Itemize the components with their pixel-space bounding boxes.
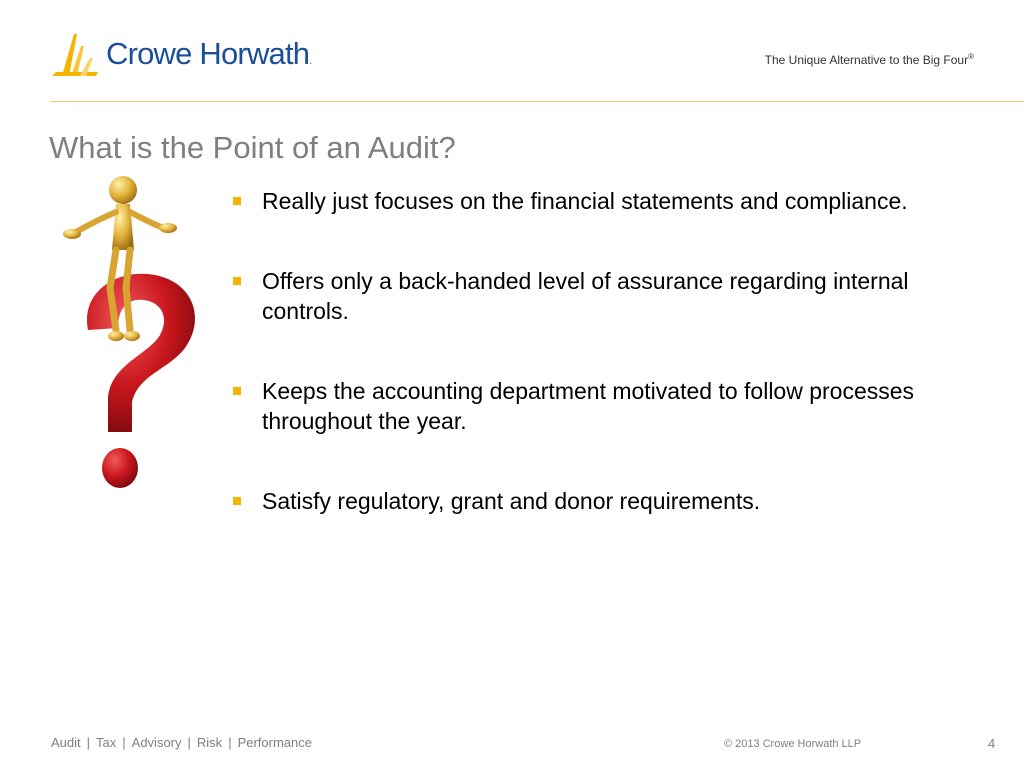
bullet-item: Offers only a back-handed level of assurance regarding internal controls. [230, 266, 1000, 326]
gold-chevron-logo-icon [50, 32, 102, 78]
footer-item-advisory: Advisory [131, 735, 182, 750]
square-bullet-icon [233, 497, 241, 505]
bullet-item: Really just focuses on the financial statements and compliance. [230, 186, 1000, 216]
footer-item-tax: Tax [96, 735, 117, 750]
bullet-item: Satisfy regulatory, grant and donor requirements. [230, 486, 1000, 516]
page-number: 4 [988, 736, 996, 751]
footer-item-audit: Audit [51, 735, 81, 750]
footer-item-risk: Risk [196, 735, 223, 750]
copyright-notice: © 2013 Crowe Horwath LLP [724, 738, 862, 750]
bullet-item: Keeps the accounting department motivated to follow processes throughout the year. [230, 376, 1000, 436]
square-bullet-icon [233, 277, 241, 285]
footer-item-performance: Performance [237, 735, 312, 750]
figure-on-question-mark-illustration [60, 170, 210, 500]
header-divider [50, 101, 1024, 102]
bullet-list [230, 186, 1000, 516]
logo-wordmark: Crowe Horwath. [106, 36, 312, 71]
square-bullet-icon [233, 197, 241, 205]
footer-service-lines: Audit | Tax | Advisory | Risk | Performance [51, 735, 312, 750]
company-logo [50, 32, 350, 80]
square-bullet-icon [233, 387, 241, 395]
tagline: The Unique Alternative to the Big Four® [764, 52, 974, 67]
page-title: What is the Point of an Audit? [49, 130, 456, 165]
